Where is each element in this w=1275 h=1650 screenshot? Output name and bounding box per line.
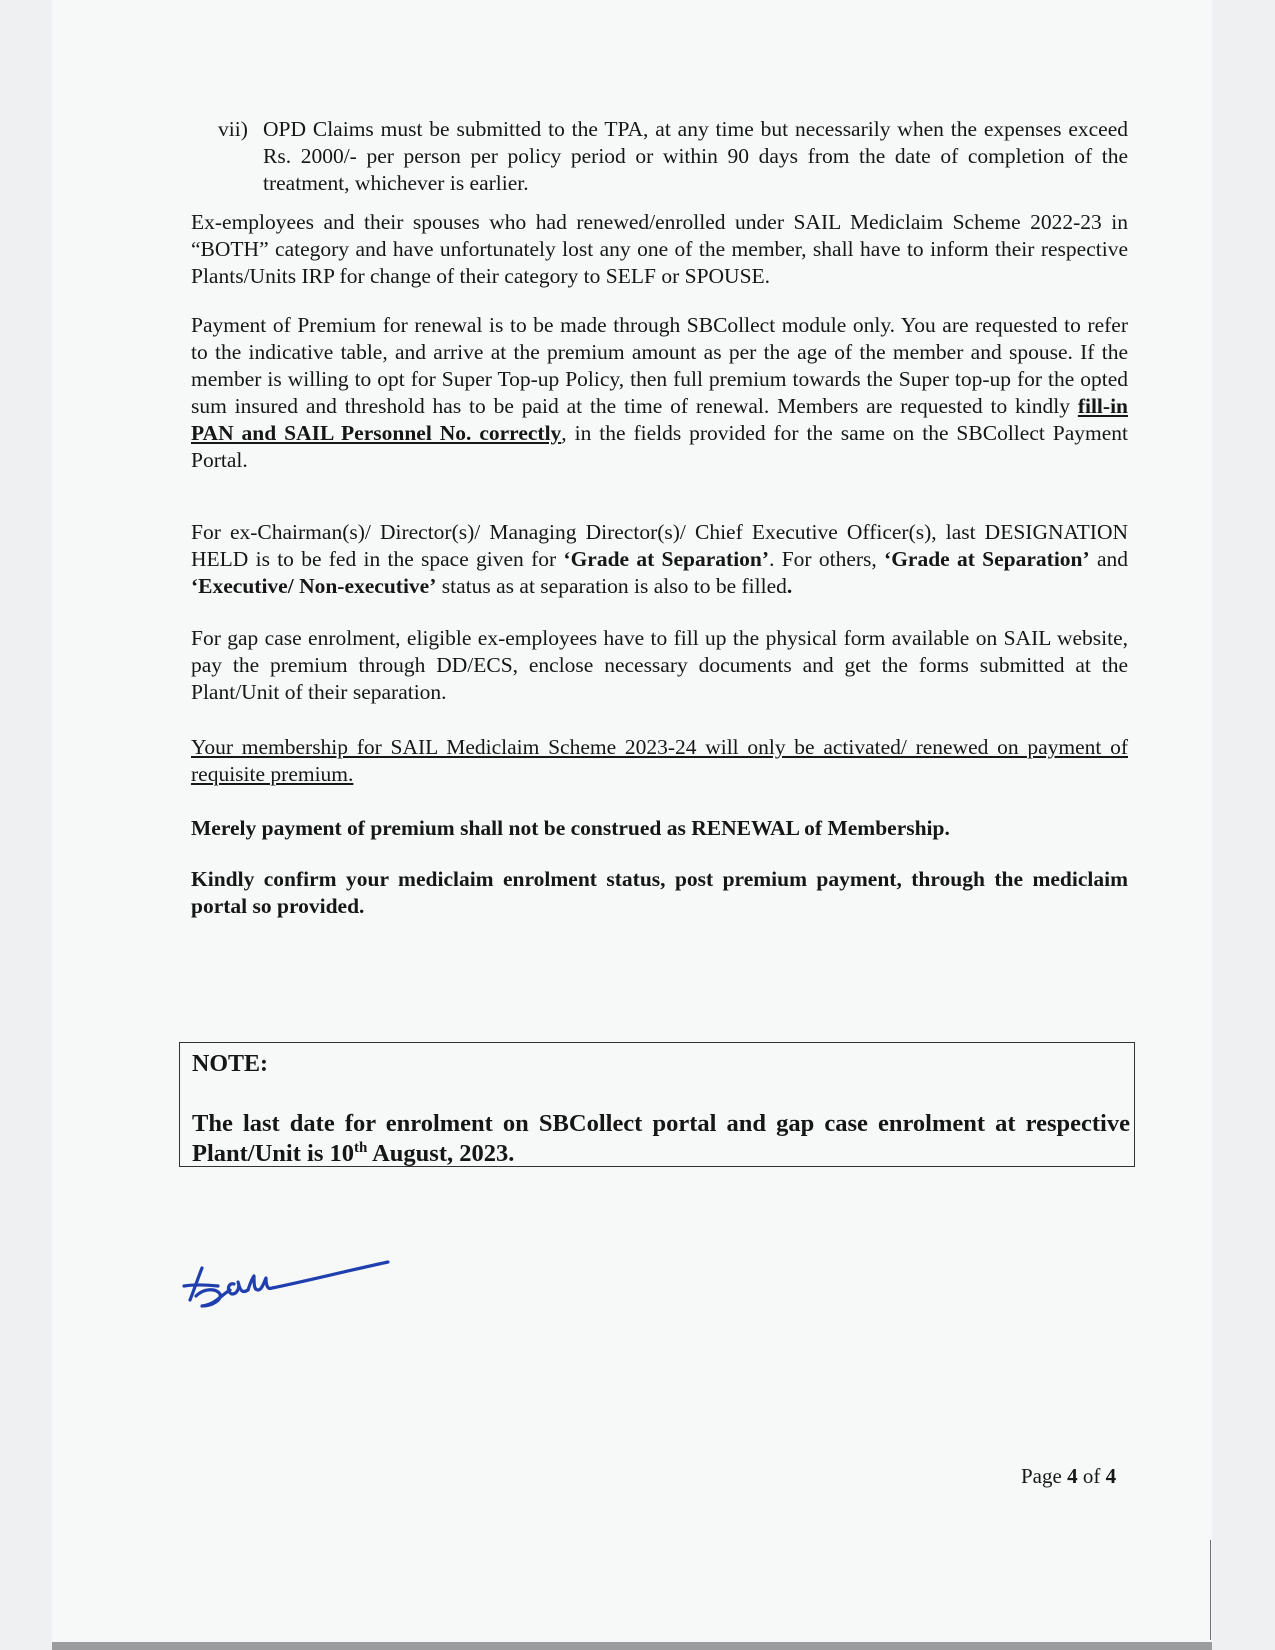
note-box — [179, 1042, 1135, 1167]
grade-paragraph — [191, 519, 1128, 600]
signature — [182, 1250, 392, 1320]
note-text — [192, 1109, 1130, 1169]
page-bottom-edge — [52, 1642, 1212, 1650]
pan-emphasis: fill-in PAN and SAIL Personnel No. correctly — [191, 394, 1128, 445]
merely-paragraph — [191, 815, 1128, 842]
ex-employees-text: Ex-employees and their spouses who had renewed/enrolled under SAIL Mediclaim Scheme 2022-23 in “BOTH” category and have unfortunately lost any one of the member, shall have to inform their respective Plants/Units IRP for change of their category to SELF or SPOUSE. — [191, 210, 1128, 288]
list-item-number: vii) — [218, 117, 248, 141]
note-text-before: The last date for enrolment on SBCollect portal and gap case enrolment at respective Plant/Unit is 10 — [192, 1110, 1130, 1167]
page-total: 4 — [1105, 1464, 1117, 1488]
merely-text: Merely payment of premium shall not be construed as RENEWAL of Membership. — [191, 816, 950, 840]
membership-text: Your membership for SAIL Mediclaim Scheme 2023-24 will only be activated/ renewed on payment of requisite premium. — [191, 735, 1128, 786]
page-middle: of — [1077, 1464, 1106, 1488]
note-text-after: August, 2023. — [367, 1140, 515, 1167]
scan-edge-mark — [1210, 1540, 1211, 1640]
note-superscript: th — [354, 1139, 368, 1156]
payment-text-before: Payment of Premium for renewal is to be made through SBCollect module only. You are requested to refer to the indicative table, and arrive at the premium amount as per the age of the member and spouse. If the member is willing to opt for Super Top-up Policy, then full premium towards the Super top-up for the opted sum insured and threshold has to be paid at the time of renewal. Members are requested to kindly — [191, 313, 1128, 418]
payment-text-after: , in the fields provided for the same on the SBCollect Payment Portal. — [191, 421, 1129, 472]
grade-bold-1: ‘Grade at Separation’ — [563, 547, 770, 571]
grade-text-3: and — [1089, 547, 1129, 571]
grade-bold-4: . — [786, 574, 793, 598]
ex-employees-paragraph — [191, 209, 1128, 290]
grade-text-2: . For others, — [769, 547, 885, 571]
membership-paragraph — [191, 734, 1128, 788]
confirm-text: Kindly confirm your mediclaim enrolment status, post premium payment, through the mediclaim portal so provided. — [191, 867, 1128, 918]
grade-text-4: status as at separation is also to be filled — [436, 574, 787, 598]
grade-bold-3: ‘Executive/ Non-executive’ — [191, 574, 437, 598]
page-current: 4 — [1067, 1464, 1078, 1488]
note-title: NOTE: — [192, 1051, 269, 1077]
page-prefix: Page — [1021, 1464, 1068, 1488]
gap-case-text: For gap case enrolment, eligible ex-employees have to fill up the physical form available on SAIL website, pay the premium through DD/ECS, enclose necessary documents and get the forms submitted at the Plant/Unit of their separation. — [191, 626, 1128, 704]
confirm-paragraph — [191, 866, 1128, 920]
gap-case-paragraph — [191, 625, 1128, 706]
list-item-vii — [218, 116, 1128, 197]
grade-text-1: For ex-Chairman(s)/ Director(s)/ Managing Director(s)/ Chief Executive Officer(s), last DESIGNATION HELD is to be fed in the space given for — [191, 520, 1128, 571]
list-item-text: OPD Claims must be submitted to the TPA, at any time but necessarily when the expenses exceed Rs. 2000/- per person per policy period or within 90 days from the date of completion of the treatment, whichever is earlier. — [263, 117, 1128, 195]
grade-bold-2: ‘Grade at Separation’ — [884, 547, 1090, 571]
payment-paragraph — [191, 312, 1128, 474]
page-number — [1021, 1463, 1116, 1489]
